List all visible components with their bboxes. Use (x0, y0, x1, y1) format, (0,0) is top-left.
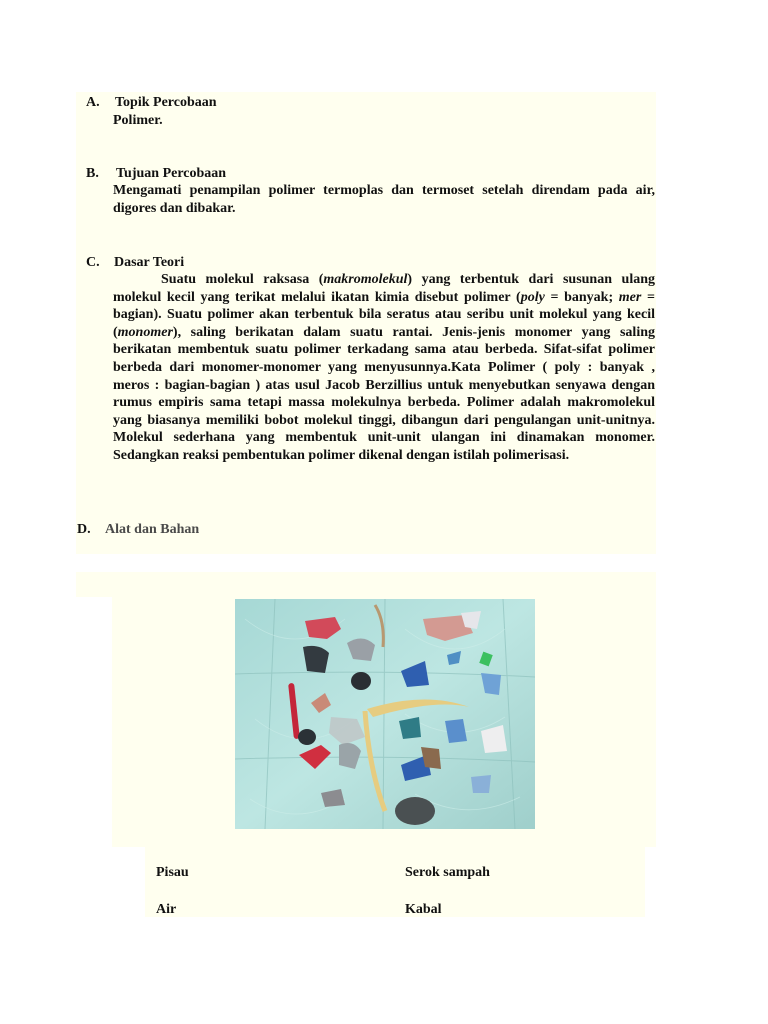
section-a-body: Polimer. (113, 113, 163, 128)
table-cell: Serok sampah (405, 865, 490, 880)
black-cap-piece (303, 646, 329, 673)
black-cap-piece-2 (298, 729, 316, 745)
section-a-letter: A. (86, 95, 100, 110)
table-cell: Kabal (405, 902, 442, 917)
section-c-italic-3: mer (618, 289, 642, 305)
section-c-text-1: Suatu molekul raksasa ( (161, 272, 324, 287)
section-b-body: Mengamati penampilan polimer termoplas dan termoset setelah direndam pada air, digores dan dibakar. (113, 183, 655, 216)
section-c-text-4: = bagian). Suatu polimer akan terbentuk bila seratus atau seribu unit molekul yang kecil ( (113, 289, 655, 340)
dark-bowl-piece (395, 797, 435, 825)
section-c-italic-4: monomer (117, 324, 173, 340)
section-d-letter: D. (77, 522, 91, 537)
section-c-body (113, 271, 655, 465)
section-c-letter: C. (86, 255, 100, 270)
section-d-title: Alat dan Bahan (105, 522, 200, 537)
section-b-letter: B. (86, 166, 99, 181)
polymer-samples-photo (235, 599, 535, 829)
table-background (145, 847, 645, 917)
section-c-italic-2: poly (520, 289, 545, 305)
section-b-title: Tujuan Percobaan (116, 166, 227, 181)
section-c-text-2: ) yang terbentuk dari susunan ulang molekul kecil yang terikat melalui ikatan kimia disebut polimer ( (113, 272, 655, 305)
section-c-italic-1: makromolekul (323, 272, 408, 287)
section-c-title: Dasar Teori (114, 255, 185, 270)
section-c-text-3: = banyak; (544, 289, 619, 305)
black-ring-piece (351, 672, 371, 690)
table-cell: Pisau (156, 865, 189, 880)
content-background-strip (76, 572, 656, 597)
table-cell: Air (156, 902, 177, 917)
light-blue-piece-2 (471, 775, 491, 793)
section-c-text-5: ), saling berikatan dalam suatu rantai. Jenis-jenis monomer yang saling berikatan membentuk suatu polimer terkadang sama atau berbeda. Sifat-sifat polimer berbeda dari monomer-monomer yang menyusunnya.Kata Polimer ( poly : banyak , meros : bagian-bagian ) atas usul Jacob Berzillius untuk menyebutkan senyawa dengan rumus empiris sama tetapi massa molekulnya berbeda. Polimer adalah makromolekul yang biasanya memiliki bobot molekul tinggi, dibangun dari pengulangan unit-unitnya. Molekul sederhana yang membentuk unit-unit ulangan ini dinamakan monomer. Sedangkan reaksi pembentukan polimer dikenal dengan istilah polimerisasi. (113, 324, 655, 463)
section-a-title: Topik Percobaan (115, 95, 217, 110)
